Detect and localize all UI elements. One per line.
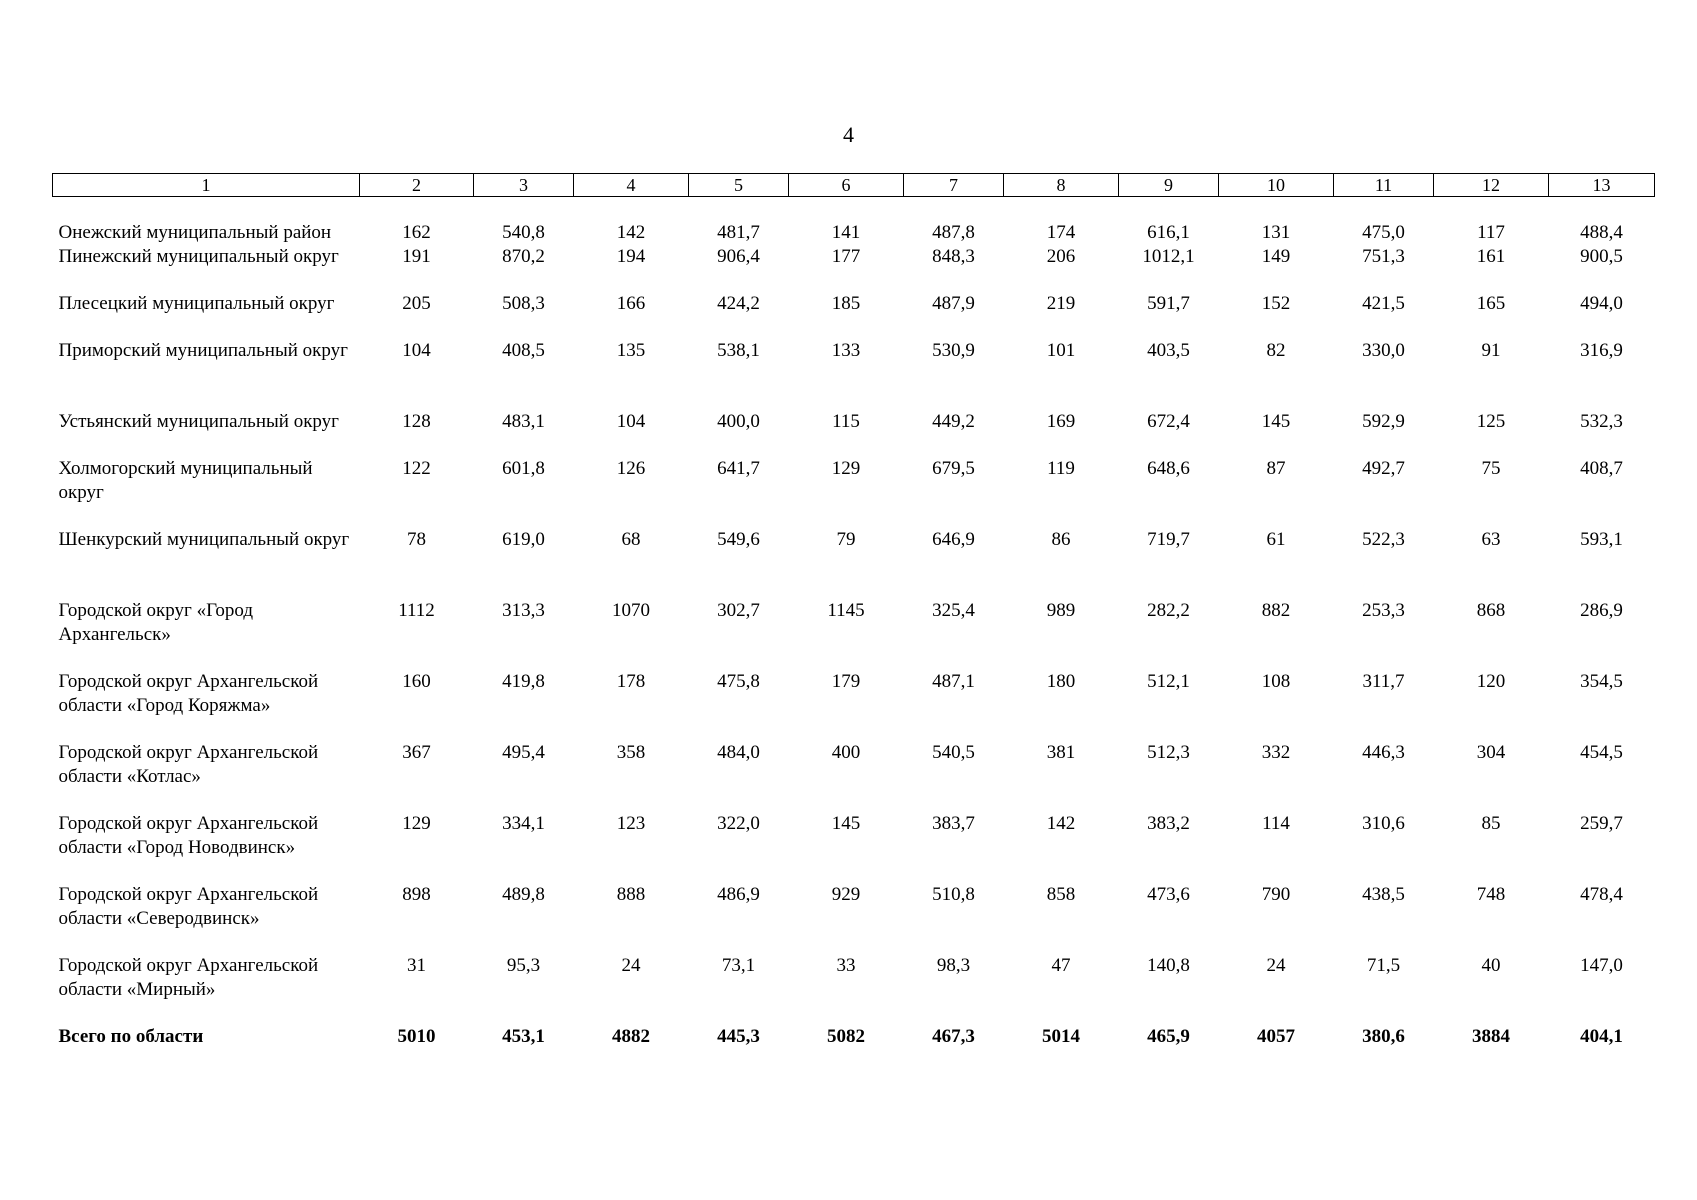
cell-col-9: 591,7 (1147, 293, 1190, 314)
cell-col-6: 177 (831, 246, 861, 267)
cell-col-9: 719,7 (1147, 529, 1190, 550)
table-row (53, 599, 1655, 670)
cell-col-2: 898 (402, 884, 431, 905)
cell-col-5: 302,7 (717, 600, 760, 621)
table-row (53, 812, 1655, 883)
cell-col-10: 332 (1261, 742, 1291, 763)
cell-col-5: 486,9 (717, 884, 760, 905)
cell-col-2: 5010 (397, 1026, 436, 1047)
cell-col-8: 86 (1051, 529, 1071, 550)
table-row (53, 457, 1655, 528)
table-row (53, 954, 1655, 1025)
cell-col-2: 31 (407, 955, 426, 976)
cell-col-7: 646,9 (932, 529, 975, 550)
cell-col-9: 403,5 (1147, 340, 1190, 361)
cell-col-10: 61 (1266, 529, 1286, 550)
cell-col-13: 316,9 (1580, 340, 1623, 361)
column-header-3: 3 (474, 174, 574, 197)
cell-col-11: 751,3 (1362, 246, 1405, 267)
cell-col-7: 679,5 (932, 458, 975, 479)
cell-col-4: 178 (616, 671, 646, 692)
cell-col-7: 487,1 (932, 671, 975, 692)
cell-col-8: 206 (1046, 246, 1076, 267)
row-label: Городской округ Архангельской области «Северодвинск» (58, 884, 319, 929)
row-label: Приморский муниципальный округ (58, 340, 348, 361)
cell-col-6: 145 (831, 813, 861, 834)
cell-col-10: 87 (1266, 458, 1286, 479)
cell-col-6: 5082 (827, 1026, 865, 1047)
cell-col-8: 219 (1046, 293, 1076, 314)
cell-col-6: 141 (831, 222, 861, 243)
cell-col-7: 449,2 (932, 411, 975, 432)
cell-col-12: 75 (1481, 458, 1501, 479)
table-row (53, 197, 1655, 246)
cell-col-5: 445,3 (717, 1026, 760, 1047)
cell-col-11: 438,5 (1362, 884, 1405, 905)
row-label: Холмогорский муниципальный округ (58, 458, 313, 503)
cell-col-12: 304 (1476, 742, 1506, 763)
cell-col-13: 478,4 (1580, 884, 1623, 905)
table-row (53, 410, 1655, 457)
cell-col-4: 68 (621, 529, 641, 550)
page-number: 4 (843, 122, 854, 147)
row-label: Пинежский муниципальный округ (58, 246, 339, 267)
cell-col-4: 4882 (612, 1026, 650, 1047)
cell-col-9: 140,8 (1147, 955, 1190, 976)
cell-col-12: 63 (1481, 529, 1501, 550)
cell-col-6: 1145 (827, 600, 865, 621)
column-header-7: 7 (904, 174, 1004, 197)
cell-col-6: 129 (831, 458, 861, 479)
cell-col-7: 467,3 (932, 1026, 975, 1047)
table-row (53, 245, 1655, 292)
cell-col-10: 108 (1261, 671, 1291, 692)
cell-col-12: 3884 (1472, 1026, 1510, 1047)
cell-col-8: 381 (1046, 742, 1076, 763)
cell-col-11: 446,3 (1362, 742, 1405, 763)
cell-col-8: 119 (1047, 458, 1075, 479)
cell-col-8: 180 (1046, 671, 1076, 692)
cell-col-2: 205 (402, 293, 431, 314)
cell-col-12: 120 (1476, 671, 1506, 692)
cell-col-8: 142 (1046, 813, 1076, 834)
cell-col-2: 367 (402, 742, 431, 763)
cell-col-10: 24 (1266, 955, 1286, 976)
cell-col-12: 117 (1477, 222, 1505, 243)
cell-col-13: 593,1 (1580, 529, 1623, 550)
cell-col-9: 383,2 (1147, 813, 1190, 834)
cell-col-11: 421,5 (1362, 293, 1405, 314)
cell-col-4: 888 (616, 884, 646, 905)
cell-col-2: 1112 (398, 600, 435, 621)
cell-col-4: 194 (616, 246, 646, 267)
header-row (53, 174, 1655, 197)
statistics-table (52, 173, 1655, 1072)
row-label: Городской округ Архангельской области «Город Коряжма» (58, 671, 319, 716)
cell-col-12: 161 (1476, 246, 1506, 267)
cell-col-5: 73,1 (721, 955, 756, 976)
cell-col-2: 191 (402, 246, 431, 267)
cell-col-5: 641,7 (717, 458, 760, 479)
cell-col-10: 145 (1261, 411, 1291, 432)
cell-col-9: 282,2 (1147, 600, 1190, 621)
cell-col-5: 484,0 (717, 742, 760, 763)
cell-col-12: 868 (1476, 600, 1506, 621)
row-label: Городской округ Архангельской области «Город Новодвинск» (58, 813, 319, 858)
cell-col-7: 325,4 (932, 600, 975, 621)
cell-col-3: 489,8 (502, 884, 545, 905)
table-body (53, 197, 1655, 1073)
cell-col-11: 380,6 (1362, 1026, 1405, 1047)
cell-col-10: 114 (1262, 813, 1290, 834)
cell-col-7: 530,9 (932, 340, 975, 361)
row-label: Городской округ Архангельской области «Котлас» (58, 742, 319, 787)
cell-col-13: 147,0 (1580, 955, 1623, 976)
cell-col-6: 929 (831, 884, 861, 905)
cell-col-3: 483,1 (502, 411, 545, 432)
row-label: Городской округ «Город Архангельск» (58, 600, 254, 645)
column-header-10: 10 (1219, 174, 1334, 197)
cell-col-4: 123 (616, 813, 646, 834)
cell-col-11: 253,3 (1362, 600, 1405, 621)
table-row (53, 292, 1655, 339)
cell-col-4: 1070 (612, 600, 650, 621)
cell-col-13: 532,3 (1580, 411, 1623, 432)
cell-col-11: 522,3 (1362, 529, 1405, 550)
cell-col-13: 286,9 (1580, 600, 1623, 621)
cell-col-6: 115 (832, 411, 860, 432)
cell-col-5: 424,2 (717, 293, 760, 314)
column-header-13: 13 (1549, 174, 1655, 197)
cell-col-9: 512,1 (1147, 671, 1190, 692)
cell-col-13: 900,5 (1580, 246, 1623, 267)
cell-col-12: 125 (1476, 411, 1506, 432)
cell-col-9: 672,4 (1147, 411, 1190, 432)
cell-col-5: 322,0 (717, 813, 760, 834)
cell-col-5: 475,8 (717, 671, 760, 692)
column-number-header (53, 174, 1655, 197)
cell-col-3: 619,0 (502, 529, 545, 550)
cell-col-3: 95,3 (506, 955, 541, 976)
cell-col-6: 185 (831, 293, 861, 314)
cell-col-10: 882 (1261, 600, 1291, 621)
cell-col-11: 492,7 (1362, 458, 1405, 479)
cell-col-4: 135 (616, 340, 646, 361)
cell-col-7: 510,8 (932, 884, 975, 905)
cell-col-6: 133 (831, 340, 861, 361)
row-label: Плесецкий муниципальный округ (58, 293, 335, 314)
cell-col-3: 601,8 (502, 458, 545, 479)
cell-col-2: 162 (402, 222, 431, 243)
cell-col-7: 383,7 (932, 813, 975, 834)
cell-col-8: 101 (1046, 340, 1076, 361)
cell-col-4: 358 (616, 742, 646, 763)
table-row (53, 528, 1655, 599)
cell-col-10: 131 (1261, 222, 1291, 243)
table-row (53, 339, 1655, 410)
table-row (53, 741, 1655, 812)
cell-col-7: 98,3 (936, 955, 971, 976)
column-header-11: 11 (1334, 174, 1434, 197)
cell-col-4: 142 (616, 222, 646, 243)
cell-col-2: 128 (402, 411, 431, 432)
cell-col-4: 166 (616, 293, 646, 314)
cell-col-10: 82 (1266, 340, 1286, 361)
cell-col-4: 126 (616, 458, 646, 479)
cell-col-5: 549,6 (717, 529, 760, 550)
cell-col-3: 870,2 (502, 246, 545, 267)
cell-col-11: 310,6 (1362, 813, 1405, 834)
cell-col-9: 616,1 (1147, 222, 1190, 243)
cell-col-11: 330,0 (1362, 340, 1405, 361)
cell-col-2: 104 (402, 340, 431, 361)
column-header-5: 5 (689, 174, 789, 197)
cell-col-10: 152 (1261, 293, 1291, 314)
row-label: Городской округ Архангельской области «Мирный» (58, 955, 319, 1000)
column-header-8: 8 (1004, 174, 1119, 197)
cell-col-2: 78 (407, 529, 426, 550)
cell-col-12: 91 (1481, 340, 1501, 361)
cell-col-6: 179 (831, 671, 861, 692)
cell-col-13: 488,4 (1580, 222, 1623, 243)
cell-col-5: 538,1 (717, 340, 760, 361)
cell-col-3: 419,8 (502, 671, 545, 692)
cell-col-13: 454,5 (1580, 742, 1623, 763)
cell-col-8: 47 (1051, 955, 1071, 976)
cell-col-13: 494,0 (1580, 293, 1623, 314)
row-label: Онежский муниципальный район (58, 222, 332, 243)
cell-col-2: 122 (402, 458, 431, 479)
cell-col-8: 174 (1046, 222, 1076, 243)
cell-col-3: 495,4 (502, 742, 545, 763)
cell-col-7: 848,3 (932, 246, 975, 267)
cell-col-2: 160 (402, 671, 431, 692)
cell-col-3: 408,5 (502, 340, 545, 361)
cell-col-8: 5014 (1042, 1026, 1080, 1047)
cell-col-3: 453,1 (502, 1026, 545, 1047)
cell-col-3: 540,8 (502, 222, 545, 243)
cell-col-8: 989 (1046, 600, 1076, 621)
cell-col-2: 129 (402, 813, 431, 834)
cell-col-9: 648,6 (1147, 458, 1190, 479)
cell-col-3: 334,1 (502, 813, 545, 834)
cell-col-9: 473,6 (1147, 884, 1190, 905)
cell-col-12: 165 (1476, 293, 1506, 314)
column-header-4: 4 (574, 174, 689, 197)
cell-col-8: 858 (1046, 884, 1076, 905)
cell-col-11: 311,7 (1362, 671, 1405, 692)
cell-col-9: 465,9 (1147, 1026, 1190, 1047)
cell-col-9: 512,3 (1147, 742, 1190, 763)
table-row (53, 883, 1655, 954)
cell-col-3: 508,3 (502, 293, 545, 314)
column-header-12: 12 (1434, 174, 1549, 197)
cell-col-7: 540,5 (932, 742, 975, 763)
column-header-2: 2 (360, 174, 474, 197)
cell-col-12: 40 (1481, 955, 1501, 976)
column-header-1: 1 (53, 174, 360, 197)
row-label: Устьянский муниципальный округ (58, 411, 339, 432)
column-header-9: 9 (1119, 174, 1219, 197)
row-label: Шенкурский муниципальный округ (58, 529, 350, 550)
cell-col-6: 33 (836, 955, 856, 976)
cell-col-5: 906,4 (717, 246, 760, 267)
cell-col-4: 104 (616, 411, 646, 432)
cell-col-6: 400 (831, 742, 861, 763)
cell-col-13: 354,5 (1580, 671, 1623, 692)
cell-col-4: 24 (621, 955, 641, 976)
cell-col-3: 313,3 (502, 600, 545, 621)
cell-col-11: 592,9 (1362, 411, 1405, 432)
cell-col-13: 259,7 (1580, 813, 1623, 834)
row-label: Всего по области (58, 1026, 204, 1047)
cell-col-11: 475,0 (1362, 222, 1405, 243)
cell-col-13: 408,7 (1580, 458, 1623, 479)
cell-col-7: 487,9 (932, 293, 975, 314)
cell-col-7: 487,8 (932, 222, 975, 243)
cell-col-12: 85 (1481, 813, 1501, 834)
cell-col-5: 400,0 (717, 411, 760, 432)
total-row (53, 1025, 1655, 1072)
cell-col-13: 404,1 (1580, 1026, 1623, 1047)
cell-col-12: 748 (1476, 884, 1506, 905)
cell-col-8: 169 (1046, 411, 1076, 432)
cell-col-5: 481,7 (717, 222, 760, 243)
cell-col-11: 71,5 (1366, 955, 1401, 976)
cell-col-10: 4057 (1257, 1026, 1295, 1047)
cell-col-10: 149 (1261, 246, 1291, 267)
column-header-6: 6 (789, 174, 904, 197)
table-row (53, 670, 1655, 741)
cell-col-9: 1012,1 (1142, 246, 1195, 267)
cell-col-6: 79 (836, 529, 856, 550)
cell-col-10: 790 (1261, 884, 1291, 905)
